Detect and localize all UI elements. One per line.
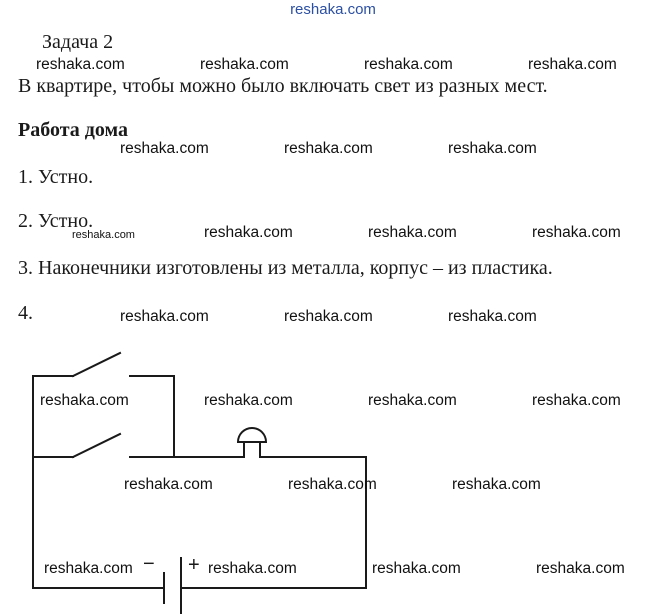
switch-1-blade	[73, 353, 120, 376]
watermark: reshaka.com	[208, 560, 297, 577]
watermark: reshaka.com	[536, 560, 625, 577]
watermark: reshaka.com	[452, 476, 541, 493]
battery-plus-sign: +	[188, 554, 200, 576]
watermark: reshaka.com	[204, 392, 293, 409]
item-1: 1. Устно.	[18, 166, 94, 188]
watermark: reshaka.com	[368, 392, 457, 409]
watermark: reshaka.com	[120, 140, 209, 157]
watermark: reshaka.com	[120, 308, 209, 325]
watermark: reshaka.com	[124, 476, 213, 493]
watermark: reshaka.com	[528, 56, 617, 73]
watermark: reshaka.com	[284, 308, 373, 325]
watermark: reshaka.com	[532, 224, 621, 241]
task-answer: В квартире, чтобы можно было включать свет из разных мест.	[18, 75, 548, 97]
watermark: reshaka.com	[72, 229, 135, 241]
battery-minus-sign: −	[143, 553, 155, 575]
site-header-watermark: reshaka.com	[290, 1, 376, 18]
watermark: reshaka.com	[36, 56, 125, 73]
watermark: reshaka.com	[448, 140, 537, 157]
watermark: reshaka.com	[200, 56, 289, 73]
watermark: reshaka.com	[40, 392, 129, 409]
watermark: reshaka.com	[204, 224, 293, 241]
item-4: 4.	[18, 302, 33, 324]
watermark: reshaka.com	[532, 392, 621, 409]
task-title: Задача 2	[42, 31, 114, 53]
watermark: reshaka.com	[368, 224, 457, 241]
watermark: reshaka.com	[288, 476, 377, 493]
watermark: reshaka.com	[44, 560, 133, 577]
watermark: reshaka.com	[372, 560, 461, 577]
item-3: 3. Наконечники изготовлены из металла, корпус – из пластика.	[18, 257, 553, 279]
lamp-bulb	[238, 428, 266, 442]
switch-2-blade	[73, 434, 120, 457]
watermark: reshaka.com	[364, 56, 453, 73]
watermark: reshaka.com	[448, 308, 537, 325]
item-2: 2. Устно.	[18, 210, 94, 232]
homework-heading: Работа дома	[18, 119, 128, 141]
watermark: reshaka.com	[284, 140, 373, 157]
